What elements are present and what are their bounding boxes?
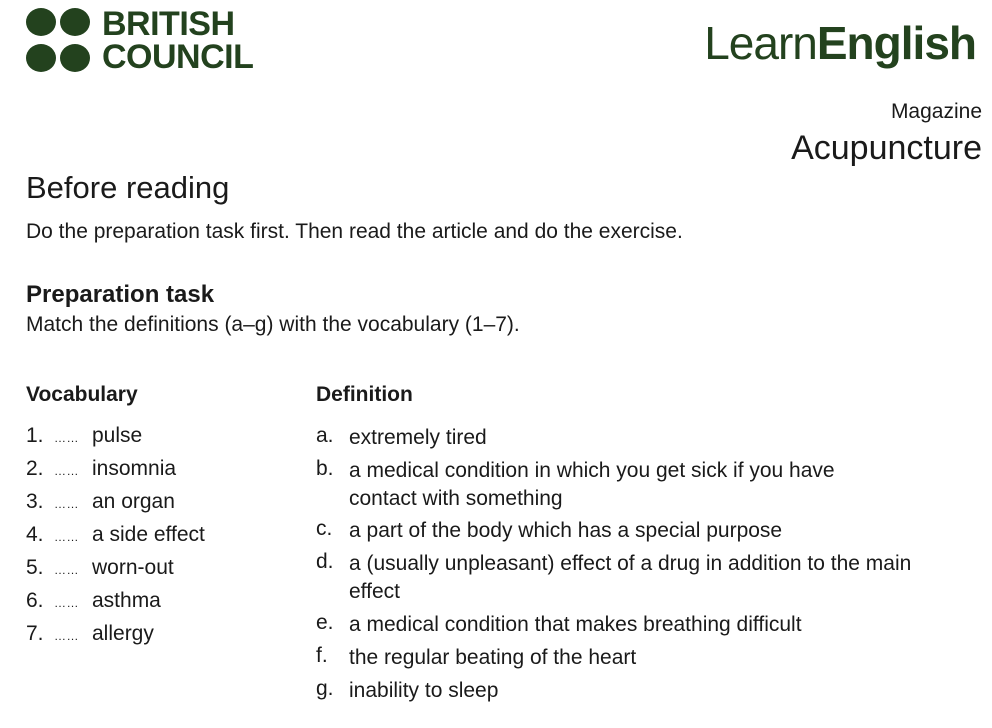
preparation-instruction: Match the definitions (a–g) with the vocabulary (1–7).: [26, 313, 520, 336]
vocabulary-item: [26, 589, 161, 613]
answer-blank[interactable]: ……: [54, 563, 79, 577]
answer-blank[interactable]: ……: [54, 464, 79, 478]
logo-dots-icon: [26, 8, 94, 74]
section-label: Magazine: [890, 100, 982, 123]
before-reading-heading: Before reading: [26, 170, 230, 205]
definition-letter: d.: [316, 550, 334, 573]
definition-text: inability to sleep: [349, 679, 499, 702]
item-number: 5.: [26, 556, 44, 579]
vocabulary-item: [26, 523, 205, 547]
logo-line-2: COUNCIL: [102, 38, 254, 76]
article-title: Acupuncture: [791, 129, 982, 167]
vocabulary-word: a side effect: [92, 523, 205, 546]
definition-column-header: Definition: [316, 383, 413, 406]
answer-blank[interactable]: ……: [54, 530, 79, 544]
answer-blank[interactable]: ……: [54, 497, 79, 511]
intro-text: Do the preparation task first. Then read the article and do the exercise.: [26, 220, 683, 243]
item-number: 7.: [26, 622, 44, 645]
definition-letter: b.: [316, 457, 334, 480]
definition-letter: g.: [316, 677, 334, 700]
definition-text: a medical condition that makes breathing difficult: [349, 613, 802, 636]
definition-text: extremely tired: [349, 426, 487, 449]
vocabulary-item: [26, 490, 175, 514]
definition-letter: a.: [316, 424, 334, 447]
vocabulary-column-header: Vocabulary: [26, 383, 138, 406]
item-number: 3.: [26, 490, 44, 513]
definition-text: a part of the body which has a special purpose: [349, 519, 783, 542]
answer-blank[interactable]: ……: [54, 431, 79, 445]
vocabulary-word: insomnia: [92, 457, 177, 480]
logo-wordmark: [102, 5, 254, 76]
vocabulary-word: pulse: [92, 424, 143, 447]
vocabulary-item: [26, 424, 142, 448]
answer-blank[interactable]: ……: [54, 629, 79, 643]
vocabulary-item: [26, 556, 174, 580]
brand-light: Learn: [704, 17, 817, 69]
item-number: 1.: [26, 424, 44, 447]
vocabulary-word: an organ: [92, 490, 175, 513]
vocabulary-item: [26, 457, 176, 481]
definition-letter: f.: [316, 644, 328, 667]
vocabulary-word: asthma: [92, 589, 161, 612]
item-number: 4.: [26, 523, 44, 546]
definition-letter: e.: [316, 611, 334, 634]
british-council-logo: [26, 5, 266, 76]
definition-text: a (usually unpleasant) effect of a drug in addition to the main effect: [349, 552, 912, 603]
vocabulary-word: worn-out: [92, 556, 174, 579]
learnenglish-brand: [704, 16, 976, 70]
brand-bold: English: [816, 17, 976, 69]
vocabulary-item: [26, 622, 154, 646]
definition-text: a medical condition in which you get sick if you have contact with something: [349, 459, 835, 510]
item-number: 2.: [26, 457, 44, 480]
vocabulary-word: allergy: [92, 622, 154, 645]
preparation-heading: Preparation task: [26, 281, 215, 308]
definition-text: the regular beating of the heart: [349, 646, 637, 669]
item-number: 6.: [26, 589, 44, 612]
logo-line-1: BRITISH: [102, 5, 235, 43]
definition-letter: c.: [316, 517, 333, 540]
answer-blank[interactable]: ……: [54, 596, 79, 610]
